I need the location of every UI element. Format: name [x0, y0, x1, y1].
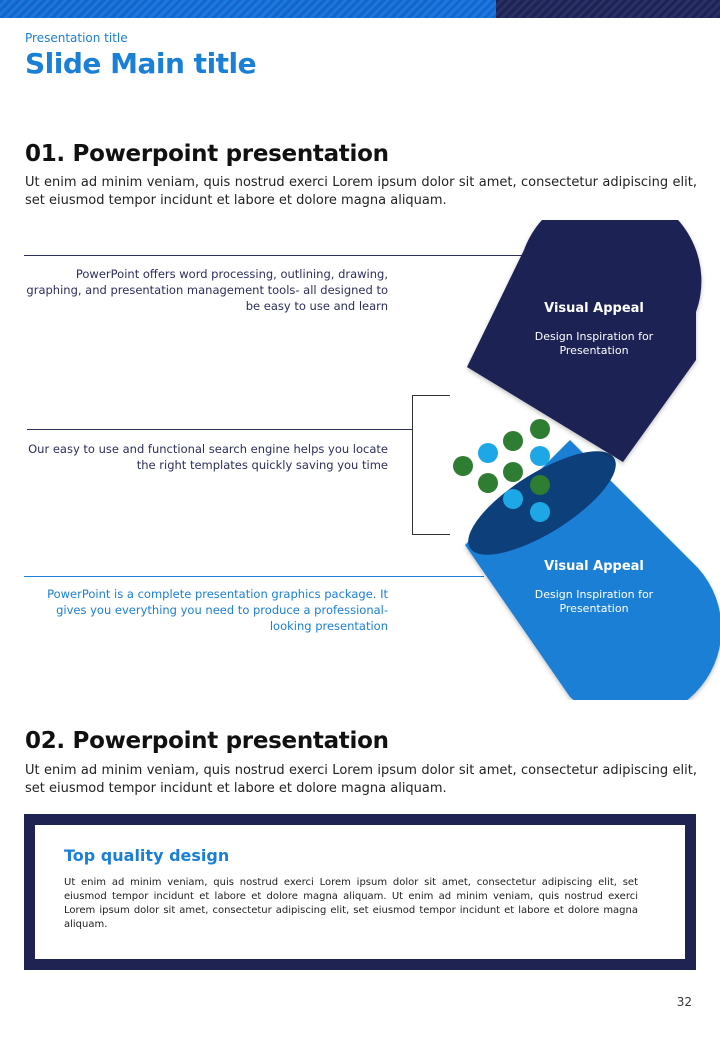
presentation-title: Presentation title	[25, 31, 128, 45]
top-banner	[0, 0, 720, 18]
pill-dot	[478, 473, 498, 493]
note-3: PowerPoint is a complete presentation graphics package. It gives you everything you need to produce a professional-looking presentation	[47, 587, 388, 633]
quality-card-title: Top quality design	[64, 846, 230, 865]
quality-card	[24, 814, 696, 970]
section-2-heading: 02. Powerpoint presentation	[25, 728, 389, 754]
pill-dot	[503, 462, 523, 482]
top-banner-blue	[0, 0, 496, 18]
section-1-text: Ut enim ad minim veniam, quis nostrud exerci Lorem ipsum dolor sit amet, consectetur adipiscing elit, set eiusmod tempor incidunt et labore et dolore magna aliquam.	[25, 175, 697, 208]
capsule-top-label	[524, 301, 664, 358]
capsule-bottom-title: Visual Appeal	[544, 559, 644, 574]
section-2-text: Ut enim ad minim veniam, quis nostrud exerci Lorem ipsum dolor sit amet, consectetur adipiscing elit, set eiusmod tempor incidunt et labore et dolore magna aliquam.	[25, 763, 697, 796]
pill-dot	[530, 419, 550, 439]
pill-dot	[453, 456, 473, 476]
pill-dot	[503, 489, 523, 509]
pill-dot	[530, 502, 550, 522]
capsule-bottom-subtitle: Design Inspiration for Presentation	[534, 588, 654, 615]
note-2: Our easy to use and functional search engine helps you locate the right templates quickly saving you time	[28, 442, 388, 472]
capsule-top-title: Visual Appeal	[544, 301, 644, 316]
capsule-bottom-label	[524, 559, 664, 616]
pill-dot	[530, 475, 550, 495]
note-divider-2	[27, 429, 412, 430]
pill-dot	[503, 431, 523, 451]
capsule-top-subtitle: Design Inspiration for Presentation	[534, 330, 654, 357]
page-number: 32	[676, 995, 692, 1009]
capsule-graphic	[440, 220, 720, 700]
note-divider-3	[24, 576, 484, 577]
quality-card-text: Ut enim ad minim veniam, quis nostrud exerci Lorem ipsum dolor sit amet, consectetur adipiscing elit, set eiusmod tempor incidunt et labore et dolore magna aliquam. Ut enim ad minim veniam, quis nostrud exerci Lorem ipsum dolor sit amet, consectetur adipiscing elit, set eiusmod tempor incidunt et labore et dolore magna aliquam.	[64, 877, 638, 930]
note-1: PowerPoint offers word processing, outlining, drawing, graphing, and presentation management tools- all designed to be easy to use and learn	[26, 267, 388, 313]
top-banner-navy	[496, 0, 720, 18]
slide-main-title: Slide Main title	[25, 47, 257, 80]
pill-dot	[478, 443, 498, 463]
section-1-heading: 01. Powerpoint presentation	[25, 141, 389, 167]
pill-dot	[530, 446, 550, 466]
